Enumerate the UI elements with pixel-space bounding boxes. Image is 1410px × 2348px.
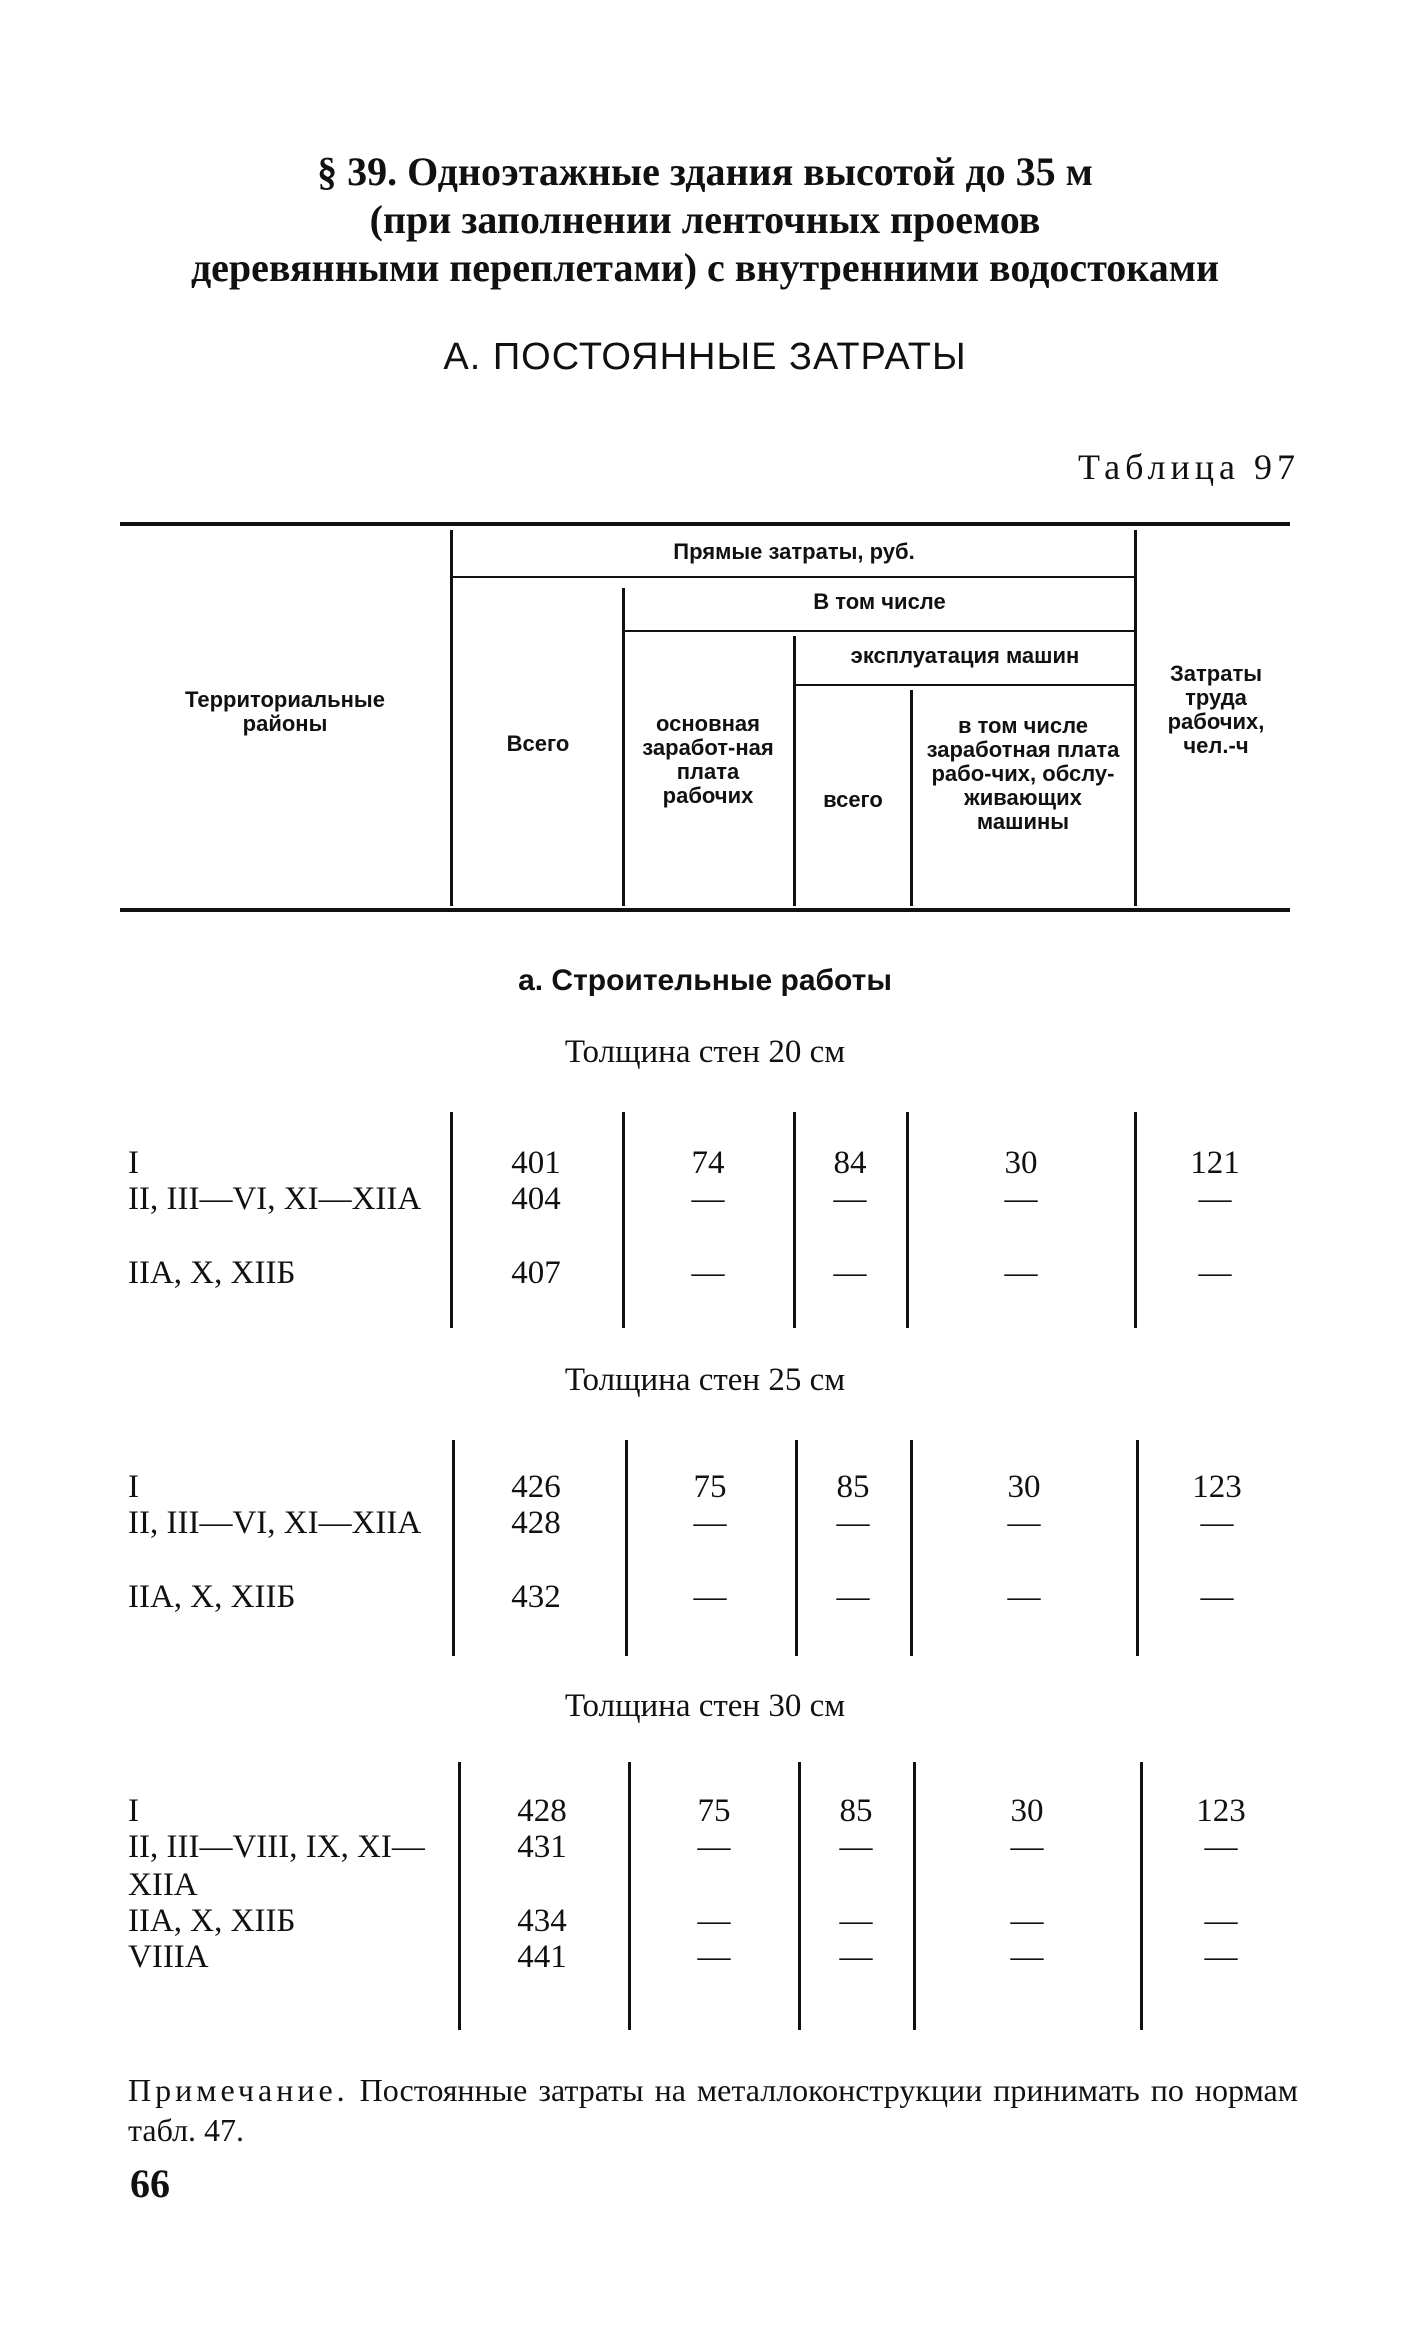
total-cell: 401 [511,1145,561,1181]
machine-wages-cell: 30 [1004,1145,1038,1181]
region-cell: I [128,1793,139,1829]
machines-cell: — [833,1181,867,1217]
machines-cell: 84 [833,1145,867,1181]
header-machine-wages: в том числе заработная плата рабо-чих, обслу-живающих машины [926,713,1120,834]
region-cell: VIIIА [128,1939,209,1975]
header-direct-costs: Прямые затраты, руб. [673,539,915,564]
total-cell: 404 [511,1181,561,1217]
header-vline-4 [910,690,913,906]
header-rule-direct [452,576,1134,578]
machine-wages-cell: — [1007,1579,1041,1615]
wages-cell: — [697,1829,731,1865]
group2-vline-5 [1136,1440,1139,1656]
region-cell: IIА, X, XIIБ [128,1903,296,1939]
region-cell: II, III—VI, XI—XIIА [128,1505,422,1541]
group2-vline-3 [795,1440,798,1656]
wages-cell: 75 [697,1793,731,1829]
machines-cell: — [833,1255,867,1291]
machine-wages-cell: 30 [1007,1469,1041,1505]
group2-vline-2 [625,1440,628,1656]
section-title: а. Строительные работы [518,964,892,997]
header-total: Всего [506,731,570,756]
total-cell: 407 [511,1255,561,1291]
wages-cell: — [691,1255,725,1291]
region-cell: I [128,1145,139,1181]
header-top-rule [120,522,1290,526]
header-regions: Территориальные районы [185,687,385,736]
page-number: 66 [130,2161,170,2206]
page-heading [100,148,1310,292]
machines-cell: 85 [836,1469,870,1505]
group2-vline-4 [910,1440,913,1656]
table-number: Таблица 97 [1078,447,1300,487]
region-cell: IIА, X, XIIБ [128,1255,296,1291]
group3-vline-2 [628,1762,631,2030]
machine-wages-cell: 30 [1010,1793,1044,1829]
group1-vline-4 [906,1112,909,1328]
machines-cell: — [836,1505,870,1541]
region-cell: IIА, X, XIIБ [128,1579,296,1615]
heading-line-1: § 39. Одноэтажные здания высотой до 35 м [317,149,1093,194]
labor-cell: — [1204,1939,1238,1975]
header-rule-including [624,630,1134,632]
subheading: А. ПОСТОЯННЫЕ ЗАТРАТЫ [443,336,967,378]
machines-cell: — [839,1903,873,1939]
note-text: Постоянные затраты на металлоконструкции принимать по нормам табл. 47. [128,2072,1299,2148]
region-cell: II, III—VI, XI—XIIА [128,1181,422,1217]
header-including: В том числе [813,589,946,614]
total-cell: 431 [517,1829,567,1865]
group-title-20: Толщина стен 20 см [564,1034,846,1070]
group1-vline-1 [450,1112,453,1328]
header-rule-machines [795,684,1134,686]
group1-vline-5 [1134,1112,1137,1328]
total-cell: 432 [511,1579,561,1615]
machine-wages-cell: — [1010,1939,1044,1975]
header-labor: Затраты труда рабочих, чел.-ч [1167,661,1265,758]
group3-vline-5 [1140,1762,1143,2030]
labor-cell: 123 [1196,1793,1246,1829]
labor-cell: — [1204,1829,1238,1865]
labor-cell: — [1200,1579,1234,1615]
wages-cell: — [693,1505,727,1541]
group-title-30: Толщина стен 30 см [564,1688,846,1724]
machine-wages-cell: — [1007,1505,1041,1541]
note-lead: Примечание. [128,2072,349,2108]
machine-wages-cell: — [1010,1903,1044,1939]
group-title-25: Толщина стен 25 см [564,1362,846,1398]
labor-cell: — [1198,1181,1232,1217]
wages-cell: 75 [693,1469,727,1505]
machine-wages-cell: — [1004,1255,1038,1291]
labor-cell: — [1198,1255,1232,1291]
header-machine-total: всего [823,787,883,812]
heading-line-2: (при заполнении ленточных проемов [369,197,1041,242]
labor-cell: 123 [1192,1469,1242,1505]
wages-cell: — [697,1939,731,1975]
wages-cell: 74 [691,1145,725,1181]
labor-cell: — [1204,1903,1238,1939]
table-note [128,2070,1298,2150]
group3-vline-1 [458,1762,461,2030]
region-cell: I [128,1469,139,1505]
total-cell: 426 [511,1469,561,1505]
machine-wages-cell: — [1010,1829,1044,1865]
labor-cell: 121 [1190,1145,1240,1181]
group1-vline-2 [622,1112,625,1328]
total-cell: 434 [517,1903,567,1939]
region-cell: II, III—VIII, IX, XI—XIIА [128,1829,425,1903]
group2-vline-1 [452,1440,455,1656]
group3-vline-3 [798,1762,801,2030]
wages-cell: — [693,1579,727,1615]
header-bottom-rule [120,908,1290,912]
wages-cell: — [697,1903,731,1939]
header-vline-3 [793,636,796,906]
heading-line-3: деревянными переплетами) с внутренними водостоками [190,245,1220,290]
total-cell: 428 [511,1505,561,1541]
group3-vline-4 [913,1762,916,2030]
header-base-wages: основная заработ-ная плата рабочих [642,711,774,808]
wages-cell: — [691,1181,725,1217]
labor-cell: — [1200,1505,1234,1541]
header-vline-1 [450,530,453,906]
machines-cell: — [839,1939,873,1975]
header-vline-5 [1134,530,1137,906]
machines-cell: 85 [839,1793,873,1829]
total-cell: 441 [517,1939,567,1975]
machines-cell: — [836,1579,870,1615]
header-machine-operation: эксплуатация машин [850,643,1080,668]
header-vline-2 [622,588,625,906]
machines-cell: — [839,1829,873,1865]
total-cell: 428 [517,1793,567,1829]
group1-vline-3 [793,1112,796,1328]
machine-wages-cell: — [1004,1181,1038,1217]
